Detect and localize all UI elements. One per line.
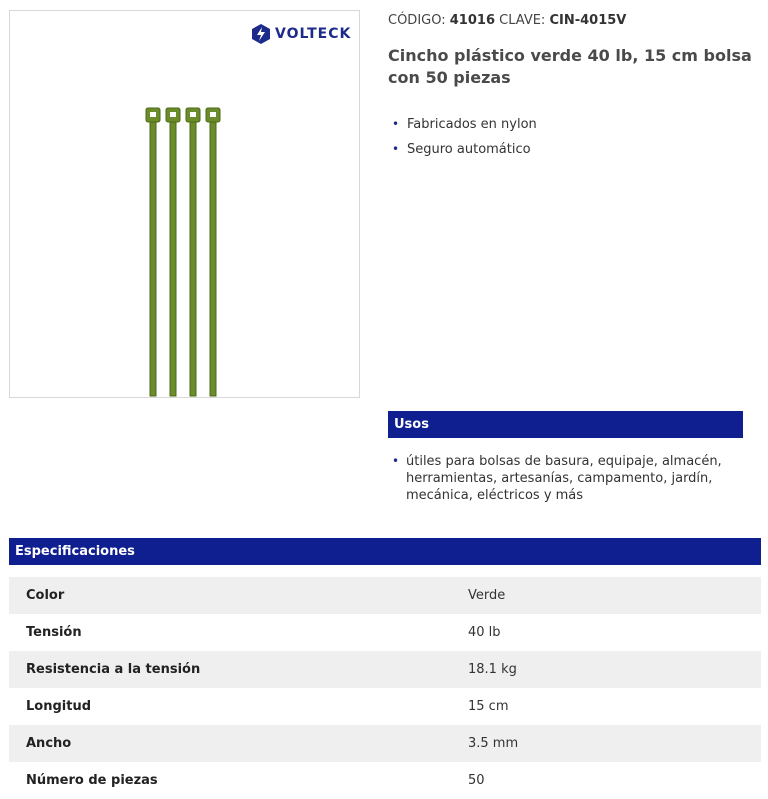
spec-label: Longitud (26, 699, 92, 714)
table-row (9, 577, 761, 614)
key-label: CLAVE: (499, 13, 546, 28)
product-image (9, 10, 360, 398)
bullet-icon: • (392, 117, 400, 131)
spec-label: Número de piezas (26, 773, 158, 788)
bullet-icon: • (392, 454, 400, 468)
spec-value: 40 lb (468, 625, 501, 640)
brand-name: VOLTECK (275, 26, 352, 42)
spec-value: Verde (468, 577, 761, 614)
table-row (9, 688, 761, 725)
cable-tie-3 (186, 108, 200, 396)
usos-item: • útiles para bolsas de basura, equipaje, almacén, herramientas, artesanías, campamento, jardín, mecánica, eléctricos y más (392, 454, 722, 503)
code-label: CÓDIGO: (388, 13, 446, 28)
cable-tie-2 (166, 108, 180, 396)
table-row (9, 614, 761, 651)
spec-value: 15 cm (468, 699, 509, 714)
spec-value: 50 (468, 773, 485, 788)
product-meta (388, 13, 626, 28)
product-title: Cincho plástico verde 40 lb, 15 cm bolsa con 50 piezas (388, 46, 752, 87)
feature-item: • Fabricados en nylon (388, 112, 537, 137)
spec-label: Color (9, 577, 468, 614)
cable-tie-1 (146, 108, 160, 396)
spec-value: 3.5 mm (468, 725, 761, 762)
spec-label: Tensión (26, 625, 82, 640)
table-row (9, 651, 761, 688)
feature-list (388, 112, 537, 162)
spec-label: Ancho (9, 725, 468, 762)
specs-table (9, 577, 761, 799)
spec-value: 18.1 kg (468, 651, 761, 688)
spec-label: Resistencia a la tensión (9, 651, 468, 688)
table-row (9, 762, 761, 799)
cable-ties-illustration (144, 106, 234, 398)
volteck-logo-icon (250, 23, 272, 45)
code-value: 41016 (449, 13, 495, 28)
table-row (9, 725, 761, 762)
usos-list (388, 453, 728, 504)
bullet-icon: • (392, 142, 400, 156)
usos-header: Usos (388, 411, 743, 438)
key-value: CIN-4015V (549, 13, 627, 28)
specs-header: Especificaciones (9, 538, 761, 565)
brand-logo (250, 23, 351, 45)
cable-tie-4 (206, 108, 220, 396)
feature-item: • Seguro automático (388, 137, 537, 162)
